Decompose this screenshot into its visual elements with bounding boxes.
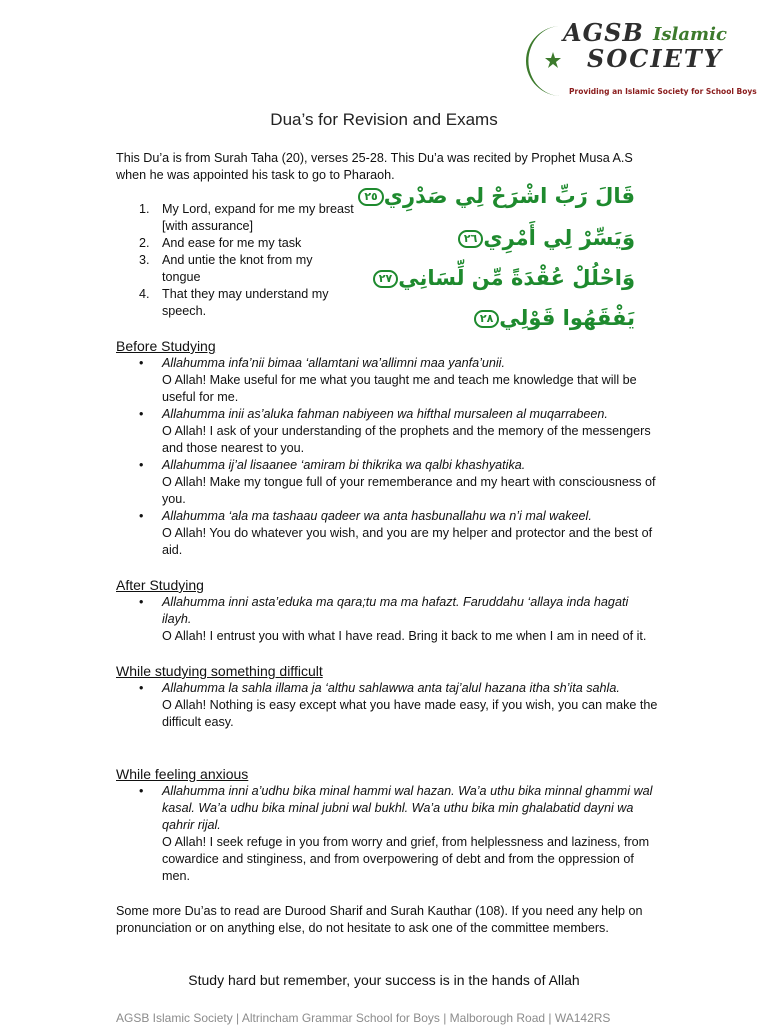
logo-name-agsb: AGSB <box>563 18 644 47</box>
dua-translation: O Allah! I ask of your understanding of the prophets and the memory of the messengers and those nearest to you. <box>162 424 651 455</box>
closing-paragraph: Some more Du’as to read are Durood Sharif and Surah Kauthar (108). If you need any help on pronunciation or on anything else, do not hesitate to ask one of the committee members. <box>116 904 643 935</box>
arabic-verse-text: يَفْقَهُوا قَوْلِي <box>499 306 635 330</box>
studying-difficult-list <box>139 680 659 731</box>
arabic-verse <box>369 266 635 290</box>
dua-item <box>139 594 659 645</box>
meaning-text: My Lord, expand for me my breast [with assurance] <box>162 202 354 233</box>
dua-transliteration: Allahumma ‘ala ma tashaau qadeer wa anta hasbunallahu wa n’i mal wakeel. <box>162 509 592 523</box>
page-footer: AGSB Islamic Society | Altrincham Grammar School for Boys | Malborough Road | WA142RS <box>116 1011 611 1025</box>
dua-translation: O Allah! I entrust you with what I have read. Bring it back to me when I am in need of it. <box>162 629 647 643</box>
meaning-number: 4. <box>139 287 150 301</box>
meaning-text: And untie the knot from my tongue <box>162 253 313 284</box>
arabic-verse <box>470 306 635 330</box>
after-studying-list <box>139 594 659 645</box>
verse-number-badge: ٢٨ <box>474 310 499 328</box>
meaning-text: And ease for me my task <box>162 236 302 250</box>
heading-after-studying: After Studying <box>116 577 204 593</box>
dua-translation: O Allah! I seek refuge in you from worry and grief, from helplessness and laziness, from cowardice and stinginess, and from overpowering of debt and from the oppression of men. <box>162 835 650 883</box>
dua-translation: O Allah! Nothing is easy except what you have made easy, if you wish, you can make the difficult easy. <box>162 698 658 729</box>
bullet: • <box>139 509 144 523</box>
meaning-number: 2. <box>139 236 150 250</box>
dua-item <box>139 783 659 885</box>
meaning-item <box>139 286 354 320</box>
verse-number-badge: ٢٦ <box>458 230 483 248</box>
dua-transliteration: Allahumma inni a’udhu bika minal hammi wal hazan. Wa’a uthu bika minnal ghammi wal kasal. Wa’a udhu bika minal jubni wal bukhl. Wa’a uthu bika min ghalabatid dayni wa qahrir rijal. <box>162 784 653 832</box>
meaning-text: That they may understand my speech. <box>162 287 329 318</box>
dua-translation: O Allah! You do whatever you wish, and you are my helper and protector and the best of aid. <box>162 526 653 557</box>
bullet: • <box>139 784 144 798</box>
verse-number-badge: ٢٧ <box>373 270 398 288</box>
dua-transliteration: Allahumma inii as’aluka fahman nabiyeen wa hifthal mursaleen al muqarrabeen. <box>162 407 608 421</box>
feeling-anxious-list <box>139 783 659 885</box>
dua-item <box>139 508 659 559</box>
dua-translation: O Allah! Make useful for me what you taught me and teach me knowledge that will be useful for me. <box>162 373 637 404</box>
before-studying-list <box>139 355 659 559</box>
arabic-verse-text: وَاحْلُلْ عُقْدَةً مِّن لِّسَانِي <box>398 266 635 290</box>
heading-feeling-anxious: While feeling anxious <box>116 766 249 782</box>
dua-transliteration: Allahumma inni asta’eduka ma qara;tu ma ma hafazt. Faruddahu ‘allaya inda hagati ilayh. <box>162 595 629 626</box>
arabic-verse <box>354 184 635 208</box>
bullet: • <box>139 356 144 370</box>
bullet: • <box>139 595 144 609</box>
intro-paragraph: This Du’a is from Surah Taha (20), verses 25-28. This Du’a was recited by Prophet Musa A.S when he was appointed his task to go to Pharaoh. <box>116 151 633 182</box>
verse-meanings-list <box>139 201 354 320</box>
arabic-verse-text: قَالَ رَبِّ اشْرَحْ لِي صَدْرِي <box>383 184 635 208</box>
heading-studying-difficult: While studying something difficult <box>116 663 323 679</box>
meaning-number: 1. <box>139 202 150 216</box>
motto-line: Study hard but remember, your success is in the hands of Allah <box>188 972 580 988</box>
meaning-number: 3. <box>139 253 150 267</box>
bullet: • <box>139 458 144 472</box>
logo-name-society: SOCIETY <box>587 44 723 73</box>
verse-number-badge: ٢٥ <box>358 188 383 206</box>
arabic-verse <box>454 226 635 250</box>
dua-transliteration: Allahumma infa’nii bimaa ‘allamtani wa’allimni maa yanfa’unii. <box>162 356 505 370</box>
dua-transliteration: Allahumma la sahla illama ja ‘althu sahlawwa anta taj’alul hazana itha sh’ita sahla. <box>162 681 620 695</box>
bullet: • <box>139 681 144 695</box>
page-title: Dua’s for Revision and Exams <box>270 110 498 129</box>
dua-item <box>139 457 659 508</box>
bullet: • <box>139 407 144 421</box>
heading-before-studying: Before Studying <box>116 338 216 354</box>
arabic-verse-text: وَيَسِّرْ لِي أَمْرِي <box>483 226 635 250</box>
dua-item <box>139 680 659 731</box>
logo-name-islamic: Islamic <box>653 24 727 45</box>
meaning-item <box>139 235 354 252</box>
dua-transliteration: Allahumma ij’al lisaanee ‘amiram bi thikrika wa qalbi khashyatika. <box>162 458 526 472</box>
dua-translation: O Allah! Make my tongue full of your rememberance and my heart with consciousness of you. <box>162 475 656 506</box>
dua-item <box>139 355 659 406</box>
meaning-item <box>139 252 354 286</box>
logo-tagline: Providing an Islamic Society for School Boys <box>569 87 757 96</box>
meaning-item <box>139 201 354 235</box>
dua-item <box>139 406 659 457</box>
society-logo <box>525 18 757 100</box>
